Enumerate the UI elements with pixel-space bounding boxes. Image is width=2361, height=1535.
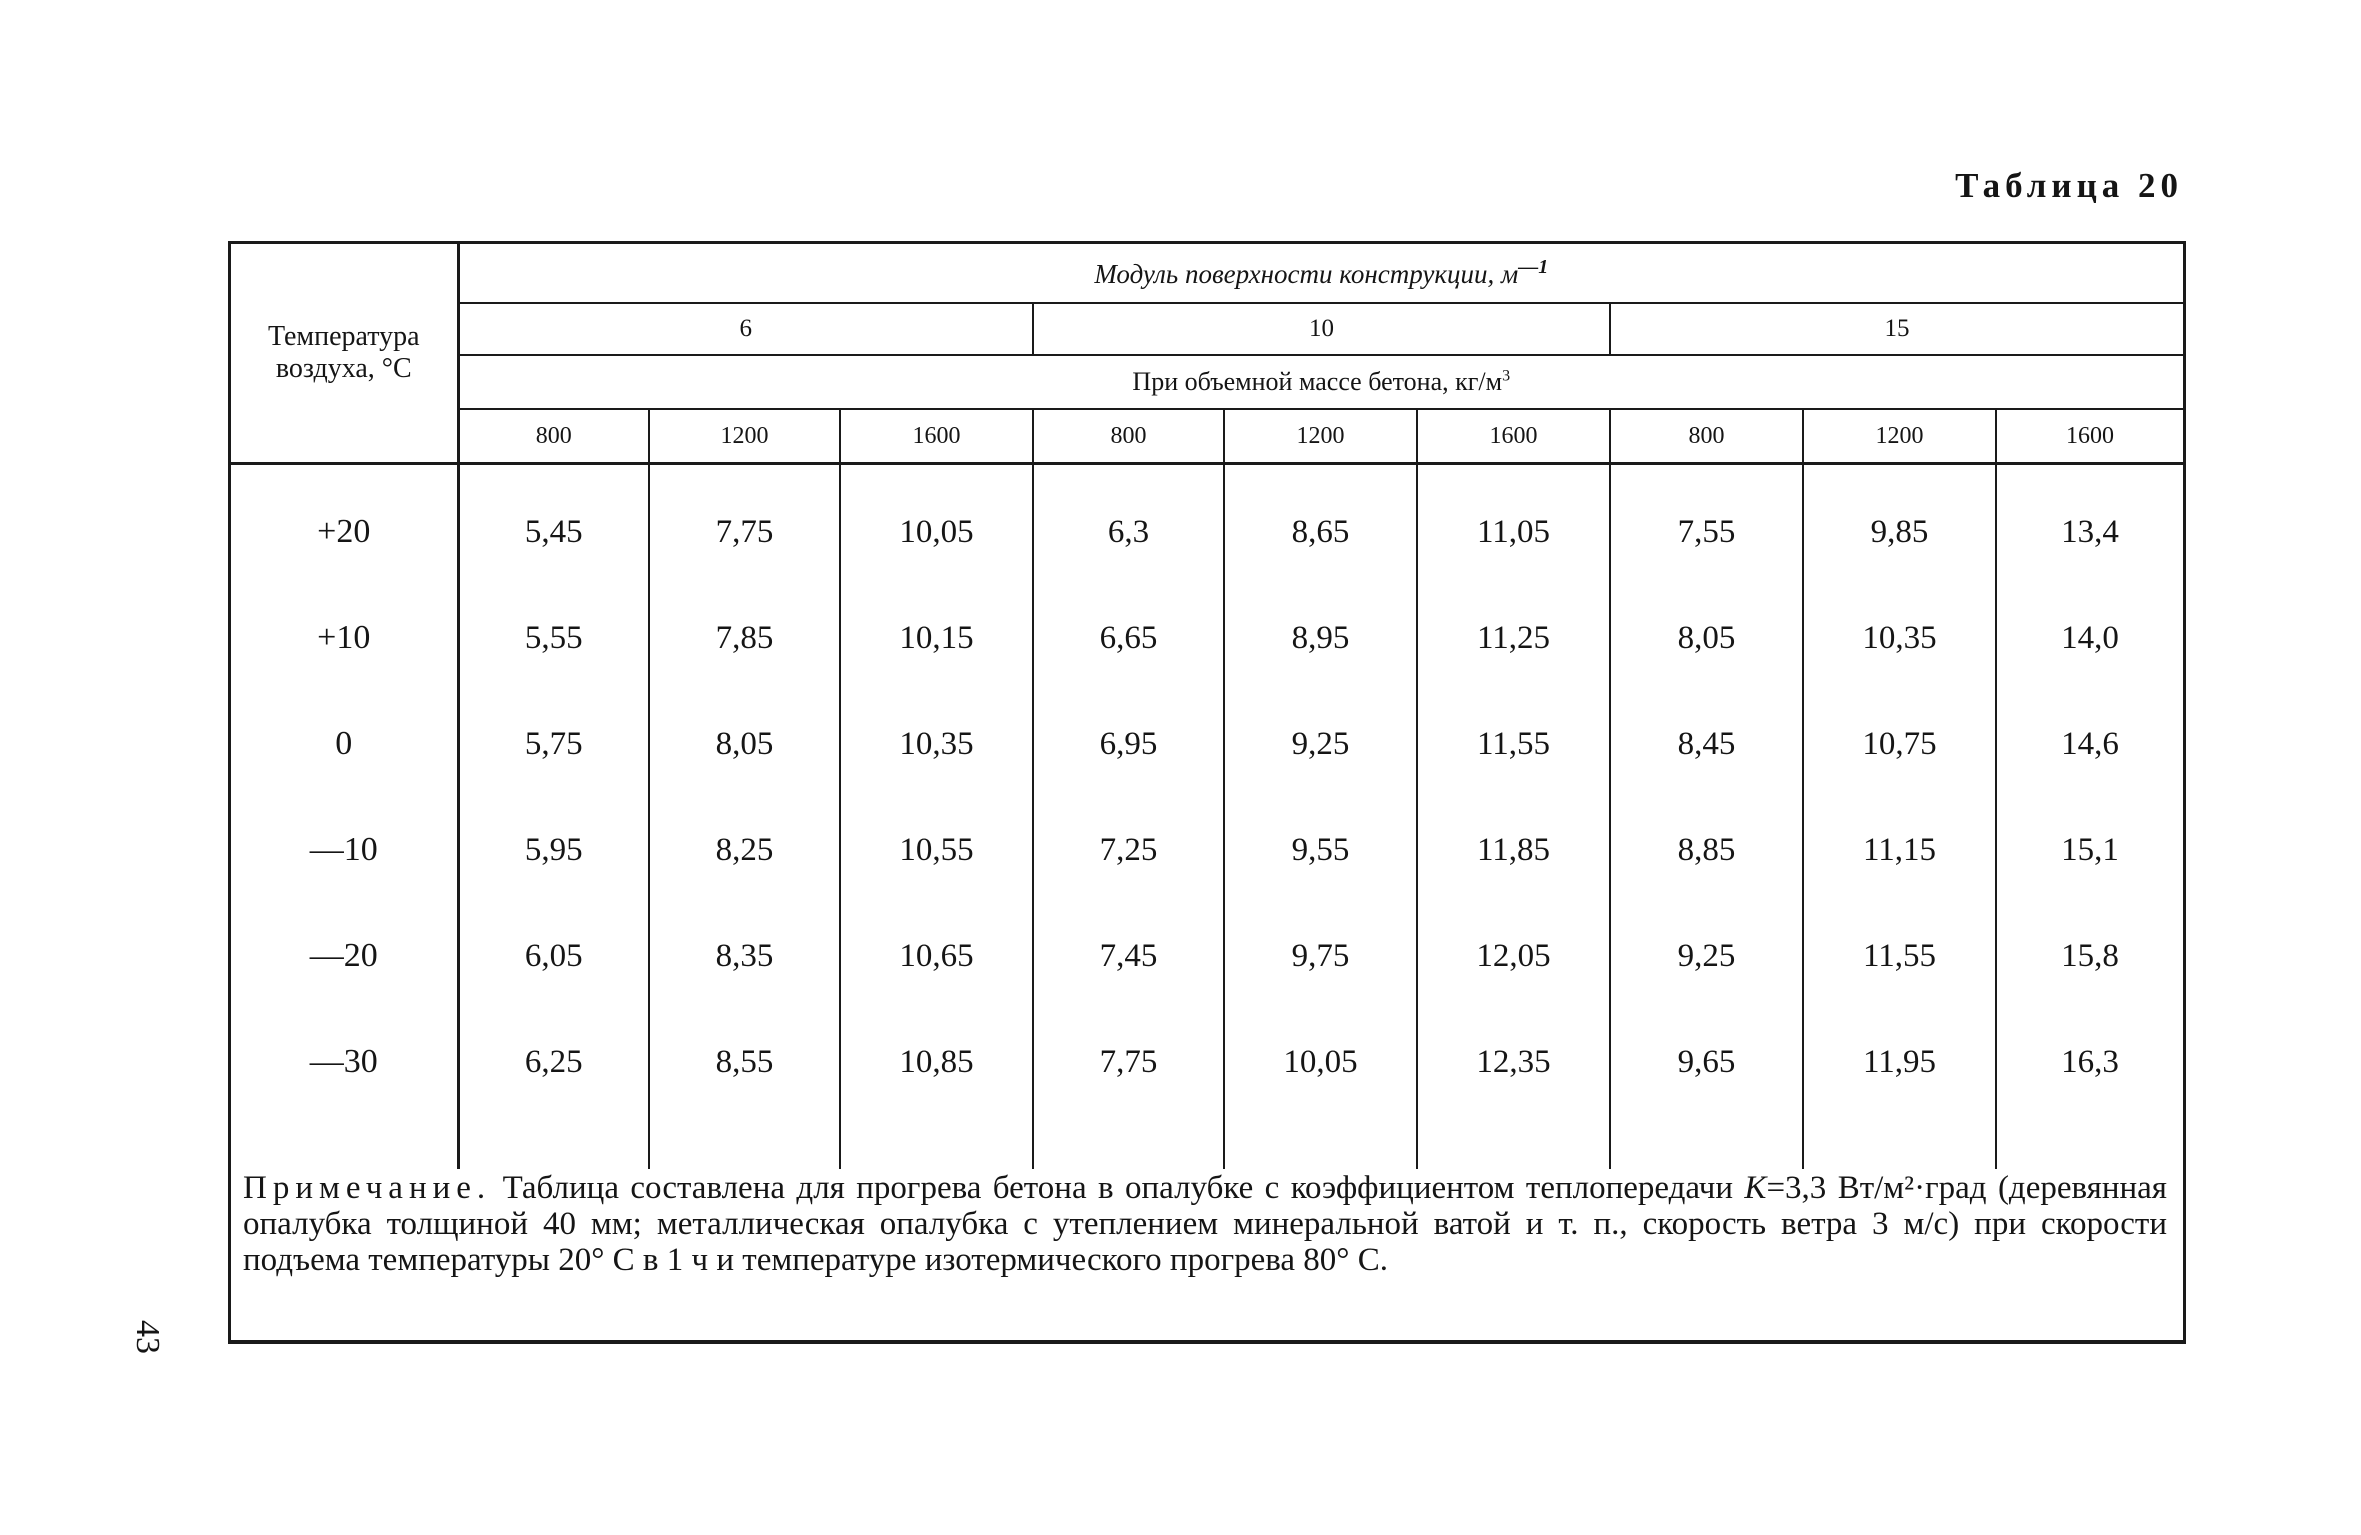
spacer-cell bbox=[1803, 1115, 1996, 1169]
note-label: Примечание. bbox=[243, 1170, 492, 1206]
spacer-cell bbox=[458, 1115, 649, 1169]
value-cell: 8,95 bbox=[1224, 585, 1417, 691]
value-cell: 9,25 bbox=[1224, 691, 1417, 797]
value-cell: 8,65 bbox=[1224, 464, 1417, 586]
value-cell: 8,25 bbox=[649, 797, 840, 903]
data-table bbox=[231, 244, 2183, 1169]
value-cell: 13,4 bbox=[2061, 513, 2119, 550]
temperature-cell: —10 bbox=[231, 797, 458, 903]
table-row bbox=[231, 1009, 2183, 1115]
value-cell: 11,55 bbox=[1803, 903, 1996, 1009]
value-cell: 7,75 bbox=[649, 464, 840, 586]
value-cell: 15,8 bbox=[2061, 937, 2119, 974]
value-cell: 10,65 bbox=[840, 903, 1033, 1009]
module-header: Модуль поверхности конструкции, $м^{—1}$ bbox=[458, 244, 2183, 303]
value-cell: 8,85 bbox=[1610, 797, 1803, 903]
value-cell: 5,75 bbox=[458, 691, 649, 797]
value-cell: 6,25 bbox=[458, 1009, 649, 1115]
spacer-cell bbox=[1610, 1115, 1803, 1169]
value-cell: 15,1 bbox=[2061, 831, 2119, 868]
value-cell: 10,55 bbox=[840, 797, 1033, 903]
spacer-cell bbox=[231, 1115, 458, 1169]
note-text: Таблица составлена для прогрева бетона в опалубке с коэффициентом теплопередачи bbox=[491, 1170, 1745, 1206]
value-cell: 10,05 bbox=[1224, 1009, 1417, 1115]
value-cell: 7,55 bbox=[1610, 464, 1803, 586]
value-cell: 9,25 bbox=[1610, 903, 1803, 1009]
table-row bbox=[231, 691, 2183, 797]
value-cell: 10,05 bbox=[840, 464, 1033, 586]
table-row bbox=[231, 797, 2183, 903]
value-cell: 10,35 bbox=[1803, 585, 1996, 691]
table-note bbox=[243, 1170, 2167, 1278]
table-caption: Таблица 20 bbox=[1955, 166, 2183, 205]
table-body bbox=[231, 464, 2183, 1170]
value-cell: 11,05 bbox=[1417, 464, 1610, 586]
temperature-column-header: Температура воздуха, °С bbox=[231, 244, 458, 464]
value-cell: 6,65 bbox=[1033, 585, 1224, 691]
value-cell: 10,75 bbox=[1803, 691, 1996, 797]
value-cell: 11,15 bbox=[1803, 797, 1996, 903]
table-spacer-row bbox=[231, 1115, 2183, 1169]
density-header: При объемной массе бетона, $кг/м^3$ bbox=[458, 355, 2183, 409]
note-coefficient: K bbox=[1744, 1170, 1767, 1206]
value-cell: 8,55 bbox=[649, 1009, 840, 1115]
value-cell: 8,05 bbox=[649, 691, 840, 797]
value-cell: 11,85 bbox=[1417, 797, 1610, 903]
temperature-cell: —30 bbox=[231, 1009, 458, 1115]
value-cell: 11,55 bbox=[1417, 691, 1610, 797]
value-cell: 5,45 bbox=[458, 464, 649, 586]
value-cell: 16,3 bbox=[2061, 1043, 2119, 1080]
value-cell: 9,55 bbox=[1224, 797, 1417, 903]
temperature-cell: +20 bbox=[231, 464, 458, 586]
module-value: 6 bbox=[458, 303, 1033, 355]
table-row bbox=[231, 903, 2183, 1009]
value-cell: 7,75 bbox=[1033, 1009, 1224, 1115]
value-cell: 6,95 bbox=[1033, 691, 1224, 797]
density-value: 1200 bbox=[1803, 409, 1996, 464]
value-cell: 10,85 bbox=[840, 1009, 1033, 1115]
value-cell: 8,45 bbox=[1610, 691, 1803, 797]
note-text: =3,3 Вт/м²·град (деревянная опалубка толщиной 40 мм; металлическая опалубка с утеплением минеральной ватой и т. п., скорость ветра 3 м/с) при скорости подъема температуры 20° С в 1 ч и температуре изотермического прогрева 80° С. bbox=[243, 1170, 2167, 1278]
value-cell: 11,25 bbox=[1417, 585, 1610, 691]
value-cell: 5,55 bbox=[458, 585, 649, 691]
value-cell: 12,05 bbox=[1417, 903, 1610, 1009]
value-cell: 7,45 bbox=[1033, 903, 1224, 1009]
page-number: 43 bbox=[129, 1320, 166, 1354]
value-cell: 9,75 bbox=[1224, 903, 1417, 1009]
temperature-cell: —20 bbox=[231, 903, 458, 1009]
table-row bbox=[231, 585, 2183, 691]
value-cell: 8,05 bbox=[1610, 585, 1803, 691]
value-cell: 6,3 bbox=[1033, 464, 1224, 586]
spacer-cell bbox=[1224, 1115, 1417, 1169]
spacer-cell bbox=[840, 1115, 1033, 1169]
table-row bbox=[231, 464, 2183, 586]
density-value: 800 bbox=[458, 409, 649, 464]
density-value: 1600 bbox=[1417, 409, 1610, 464]
density-value: 1600 bbox=[1996, 409, 2183, 464]
temperature-cell: +10 bbox=[231, 585, 458, 691]
table-header bbox=[231, 244, 2183, 464]
value-cell: 7,85 bbox=[649, 585, 840, 691]
density-value: 800 bbox=[1033, 409, 1224, 464]
density-value: 1600 bbox=[840, 409, 1033, 464]
value-cell: 14,6 bbox=[2061, 725, 2119, 762]
value-cell: 5,95 bbox=[458, 797, 649, 903]
density-value: 1200 bbox=[1224, 409, 1417, 464]
value-cell: 6,05 bbox=[458, 903, 649, 1009]
spacer-cell bbox=[649, 1115, 840, 1169]
spacer-cell bbox=[1033, 1115, 1224, 1169]
value-cell: 14,0 bbox=[2061, 619, 2119, 656]
spacer-cell bbox=[1417, 1115, 1610, 1169]
value-cell: 9,85 bbox=[1803, 464, 1996, 586]
value-cell: 10,35 bbox=[840, 691, 1033, 797]
value-cell: 7,25 bbox=[1033, 797, 1224, 903]
module-value: 15 bbox=[1610, 303, 2183, 355]
density-value: 1200 bbox=[649, 409, 840, 464]
module-value: 10 bbox=[1033, 303, 1610, 355]
temperature-cell: 0 bbox=[231, 691, 458, 797]
value-cell: 8,35 bbox=[649, 903, 840, 1009]
density-value: 800 bbox=[1610, 409, 1803, 464]
value-cell: 12,35 bbox=[1417, 1009, 1610, 1115]
value-cell: 9,65 bbox=[1610, 1009, 1803, 1115]
value-cell: 11,95 bbox=[1803, 1009, 1996, 1115]
spacer-cell bbox=[1996, 1115, 2183, 1169]
value-cell: 10,15 bbox=[840, 585, 1033, 691]
